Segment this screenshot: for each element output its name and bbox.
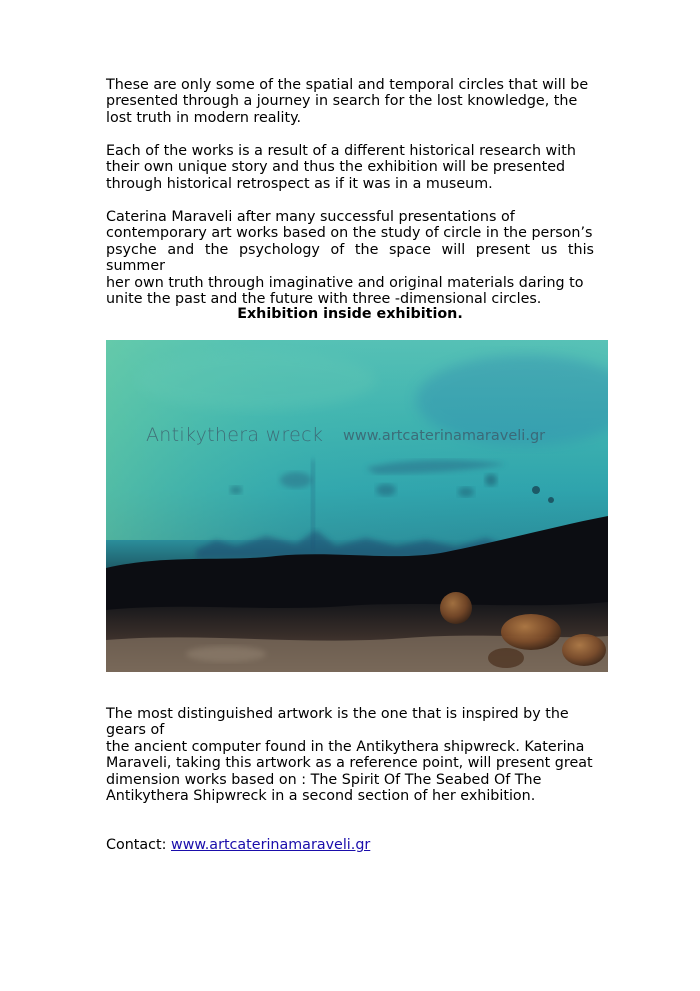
- paragraph-line: presented through a journey in search for the lost knowledge, the: [106, 93, 578, 110]
- paragraph-line: The most distinguished artwork is the one that is inspired by the: [106, 706, 569, 722]
- paragraph-line: Maraveli, taking this artwork as a reference point, will present great: [106, 755, 593, 772]
- paragraph-line: psyche and the psychology of the space will present us this summer: [106, 241, 594, 275]
- paragraph-research: [106, 143, 594, 192]
- paragraph-line: through historical retrospect as if it was in a museum.: [106, 175, 493, 192]
- artwork-image: [106, 340, 608, 672]
- paragraph-line: unite the past and the future with three -dimensional circles.: [106, 291, 542, 308]
- paragraph-line: their own unique story and thus the exhibition will be presented: [106, 159, 566, 176]
- paragraph-line: These are only some of the spatial and temporal circles that will be: [106, 77, 589, 93]
- paragraph-artist: [106, 209, 594, 307]
- paragraph-line: her own truth through imaginative and original materials daring to: [106, 274, 584, 291]
- section-heading: Exhibition inside exhibition.: [237, 306, 463, 322]
- paragraph-line: lost truth in modern reality.: [106, 109, 302, 126]
- paragraph-line: Each of the works is a result of a different historical research with: [106, 143, 576, 159]
- paragraph-line: Caterina Maraveli after many successful presentations of: [106, 209, 515, 225]
- paragraph-line: Antikythera Shipwreck in a second section of her exhibition.: [106, 788, 536, 805]
- paragraph-intro: [106, 77, 594, 126]
- paragraph-line: the ancient computer found in the Antikythera shipwreck. Katerina: [106, 738, 585, 755]
- paragraph-antikythera: [106, 706, 594, 804]
- contact-label: Contact:: [106, 837, 171, 853]
- contact-line: [106, 837, 370, 854]
- contact-website-link[interactable]: www.artcaterinamaraveli.gr: [171, 837, 371, 853]
- paragraph-line: gears of: [106, 722, 165, 739]
- artwork-watermark-url: www.artcaterinamaraveli.gr: [343, 428, 546, 444]
- paragraph-line: dimension works based on : The Spirit Of The Seabed Of The: [106, 771, 542, 788]
- paragraph-line: contemporary art works based on the study of circle in the person’s: [106, 225, 593, 242]
- artwork-watermark-title: Antikythera wreck: [146, 424, 324, 446]
